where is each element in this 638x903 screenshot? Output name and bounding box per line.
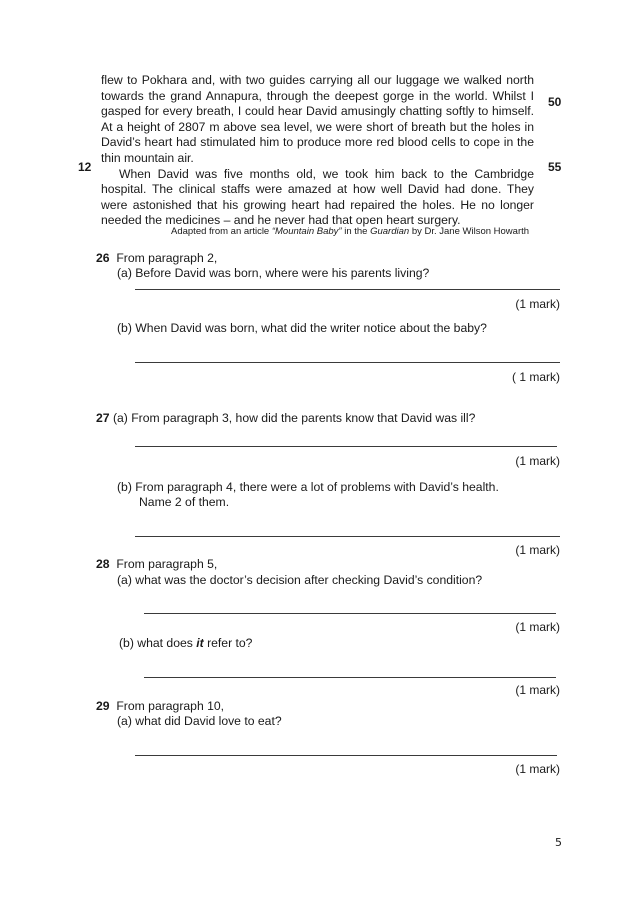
mark-28a: (1 mark)	[515, 620, 560, 634]
mark-29a: (1 mark)	[515, 762, 560, 776]
answer-line-29a[interactable]	[135, 755, 557, 756]
paragraph-12	[101, 167, 534, 229]
question-26-stem: 26 From paragraph 2,	[96, 251, 218, 265]
question-29a: (a) what did David love to eat?	[117, 714, 282, 728]
emphasised-word-it: it	[196, 636, 204, 650]
question-29-number: 29	[96, 699, 110, 713]
question-26b: (b) When David was born, what did the writer notice about the baby?	[117, 321, 487, 335]
mark-26a: (1 mark)	[515, 297, 560, 311]
answer-line-26b[interactable]	[135, 362, 560, 363]
question-27b-line2: Name 2 of them.	[139, 495, 230, 509]
line-number-55: 55	[548, 160, 562, 174]
question-28-number: 28	[96, 557, 110, 571]
paragraph-12-text: When David was five months old, we took him back to the Cambridge hospital. The clinical staffs were amazed at how well David had done. They were astonished that his growing heart had repaired the holes. He no longer needed the medicines – and he never had that open heart surgery.	[101, 166, 534, 228]
mark-27b: (1 mark)	[515, 543, 560, 557]
mark-28b: (1 mark)	[515, 683, 560, 697]
mark-26b: ( 1 mark)	[512, 370, 560, 384]
page-number: 5	[555, 836, 562, 849]
source-citation: Adapted from an article “Mountain Baby” in the Guardian by Dr. Jane Wilson Howarth	[171, 226, 530, 237]
answer-line-28b[interactable]	[144, 677, 556, 678]
question-29-stem: 29 From paragraph 10,	[96, 699, 225, 713]
question-28a: (a) what was the doctor’s decision after checking David’s condition?	[117, 573, 483, 587]
paragraph-number-12: 12	[78, 160, 92, 174]
line-number-50: 50	[548, 95, 562, 109]
question-27b-line1: (b) From paragraph 4, there were a lot of problems with David’s health.	[117, 480, 499, 494]
question-28-stem: 28 From paragraph 5,	[96, 557, 218, 571]
question-26a: (a) Before David was born, where were his parents living?	[117, 266, 430, 280]
source-newspaper: Guardian	[370, 226, 410, 237]
mark-27a: (1 mark)	[515, 454, 560, 468]
answer-line-28a[interactable]	[144, 613, 556, 614]
question-27-number: 27	[96, 411, 110, 425]
question-26-number: 26	[96, 251, 110, 265]
question-27a: 27 (a) From paragraph 3, how did the parents know that David was ill?	[96, 411, 476, 425]
passage	[101, 73, 534, 229]
answer-line-27a[interactable]	[135, 446, 557, 447]
answer-line-27b[interactable]	[135, 536, 560, 537]
question-28b: (b) what does it refer to?	[119, 636, 253, 650]
paragraph-11-continuation: flew to Pokhara and, with two guides carrying all our luggage we walked north towards the grand Annapura, through the deepest gorge in the world. Whilst I gasped for every breath, I could hear David amusingly chatting softly to himself. At a height of 2807 m above sea level, we were short of breath but the holes in David’s heart had stimulated him to produce more red blood cells to cope in the thin mountain air.	[101, 73, 534, 165]
answer-line-26a[interactable]	[135, 289, 560, 290]
source-article-title: “Mountain Baby”	[271, 226, 342, 237]
